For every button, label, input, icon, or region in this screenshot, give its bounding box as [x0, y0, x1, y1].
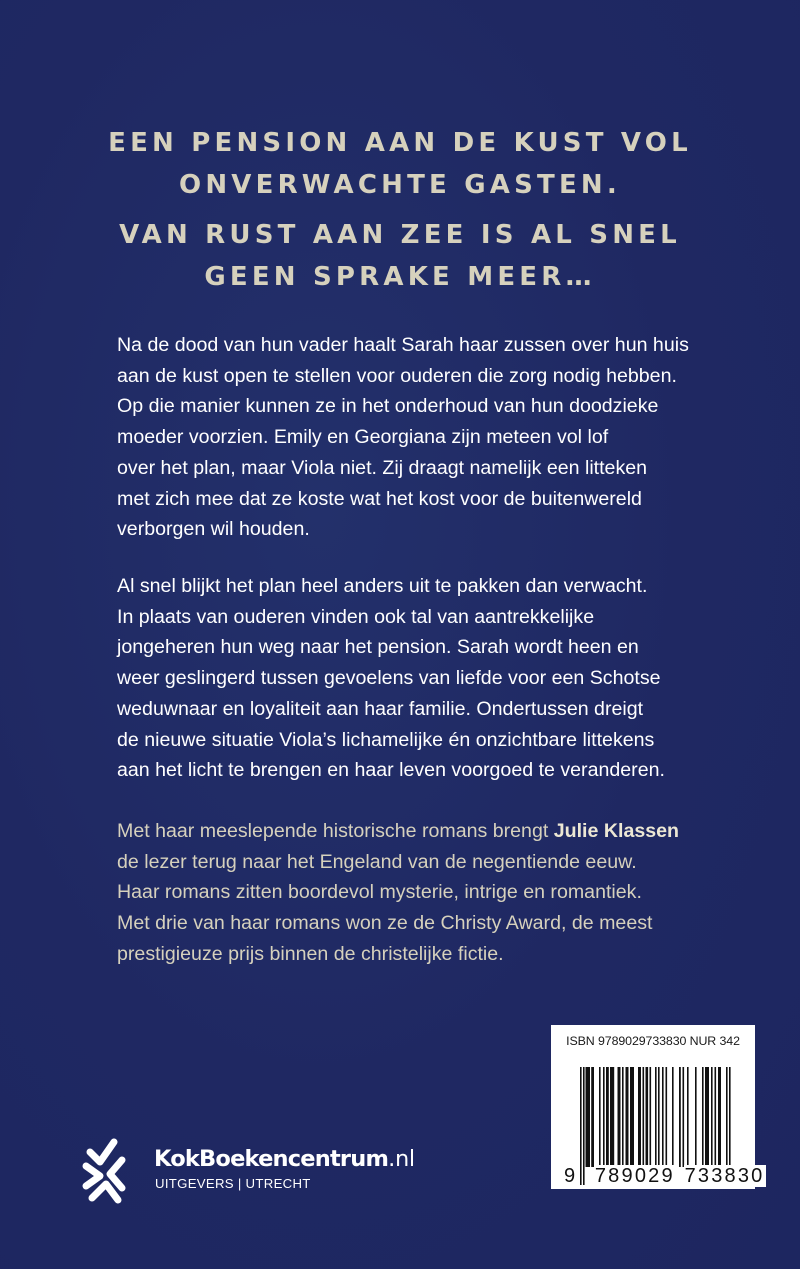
tagline-2-line-2: GEEN SPRAKE MEER… [204, 262, 596, 292]
text-line: Na de dood van hun vader haalt Sarah haar zussen over hun huis [117, 334, 689, 356]
tagline-1-line-1: EEN PENSION AAN DE KUST VOL [108, 128, 692, 158]
publisher-subtitle: UITGEVERS | UTRECHT [155, 1176, 311, 1191]
publisher-name [154, 1146, 415, 1172]
text-line: weduwnaar en loyaliteit aan haar familie. Ondertussen dreigt [117, 697, 644, 720]
bio-prefix: Met haar meeslepende historische romans brengt [117, 820, 554, 842]
text-line: met zich mee dat ze koste wat het kost voor de buitenwereld [117, 487, 642, 510]
text-line: Haar romans zitten boordevol mysterie, intrige en romantiek. [117, 881, 642, 904]
text-line: Al snel blijkt het plan heel anders uit te pakken dan verwacht. [117, 575, 648, 597]
text-line: prestigieuze prijs binnen de christelijke fictie. [117, 942, 504, 965]
author-bio [117, 816, 727, 970]
ean-right-digits: 733830 [684, 1165, 765, 1187]
text-line: Met drie van haar romans won ze de Christy Award, de meest [117, 912, 653, 935]
kokboekencentrum-logo-icon [80, 1136, 142, 1206]
tagline-2-line-1: VAN RUST AAN ZEE IS AL SNEL [119, 220, 681, 250]
isbn-label: ISBN 9789029733830 NUR 342 [566, 1034, 740, 1048]
text-line: In plaats van ouderen vinden ook tal van aantrekkelijke [117, 605, 595, 628]
text-line: jongeheren hun weg naar het pension. Sarah wordt heen en [117, 636, 639, 659]
ean-lead-digit: 9 [564, 1165, 578, 1187]
text-line: verborgen wil houden. [117, 518, 310, 541]
text-line: Op die manier kunnen ze in het onderhoud van hun doodzieke [117, 395, 659, 418]
text-line: de lezer terug naar het Engeland van de negentiende eeuw. [117, 850, 637, 873]
text-line: aan het licht te brengen en haar leven voorgoed te veranderen. [117, 759, 665, 782]
text-line: aan de kust open te stellen voor ouderen die zorg nodig hebben. [117, 364, 677, 387]
isbn-barcode [551, 1025, 765, 1189]
tagline-1 [0, 122, 800, 206]
text-line: weer geslingerd tussen gevoelens van liefde voor een Schotse [117, 667, 661, 690]
publisher-logo [80, 1136, 440, 1206]
publisher-name-tld: .nl [388, 1146, 415, 1172]
tagline-2 [0, 214, 800, 298]
description-paragraph-2 [117, 571, 727, 786]
author-name: Julie Klassen [553, 820, 679, 842]
tagline-1-line-2: ONVERWACHTE GASTEN. [179, 170, 621, 200]
ean-left-digits: 789029 [594, 1165, 675, 1187]
text-line: over het plan, maar Viola niet. Zij draagt namelijk een litteken [117, 456, 648, 479]
text-line: de nieuwe situatie Viola’s lichamelijke én onzichtbare littekens [117, 728, 655, 751]
ean-digits [563, 1165, 765, 1187]
description-paragraph-1 [117, 330, 727, 545]
publisher-name-main: KokBoekencentrum [154, 1146, 389, 1172]
text-line: moeder voorzien. Emily en Georgiana zijn meteen vol lof [117, 426, 609, 449]
text-line [117, 816, 727, 847]
